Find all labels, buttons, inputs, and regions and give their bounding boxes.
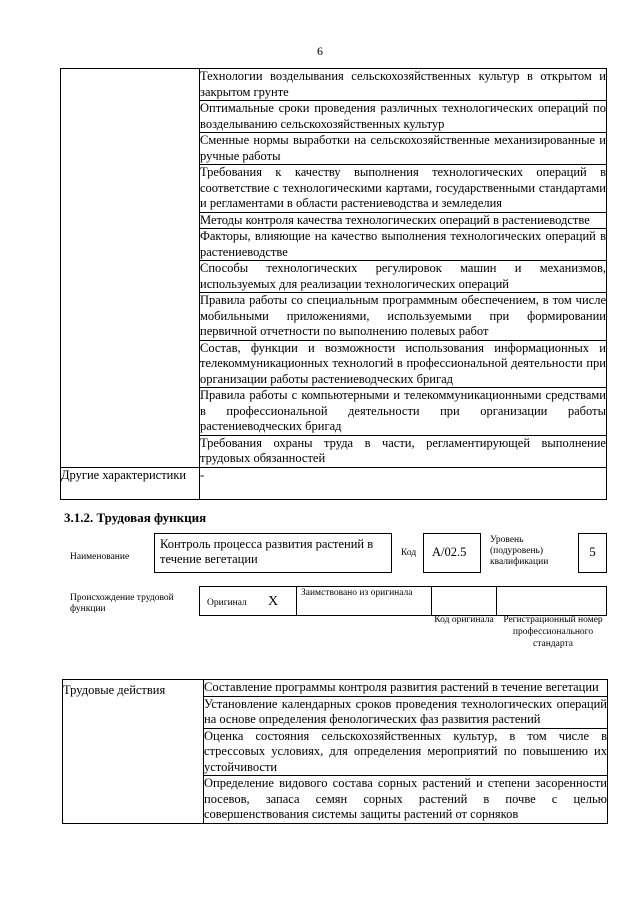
function-name-value: Контроль процесса развития растений в течение вегетации	[154, 533, 392, 573]
knowledge-table	[60, 68, 607, 500]
original-mark: X	[268, 594, 279, 609]
page-number: 6	[317, 44, 323, 58]
original-cell	[199, 586, 297, 616]
reg-caption: Регистрационный номер профессионального стандарта	[503, 615, 603, 649]
original-label: Оригинал	[207, 598, 247, 608]
other-characteristics-label: Другие характеристики	[61, 467, 200, 499]
borrowed-cell	[296, 586, 432, 616]
actions-table	[62, 679, 608, 824]
action-row: Оценка состояния сельскохозяйственных культур, в том числе в стрессовых условиях, для определения мероприятий по повышению их устойчивости	[204, 728, 607, 774]
knowledge-row: Требования охраны труда в части, регламентирующей выполнение трудовых обязанностей	[200, 435, 606, 465]
level-value: 5	[578, 533, 607, 573]
borrowed-label: Заимствовано из оригинала	[301, 588, 413, 598]
knowledge-row: Правила работы с компьютерными и телекоммуникационными средствами в профессиональной деятельности при организации работы растениеводческих бригад	[200, 388, 606, 433]
function-code-value: А/02.5	[423, 533, 481, 573]
knowledge-row: Способы технологических регулировок машин и механизмов, используемых для реализации технологических операций	[200, 261, 606, 291]
action-row: Составление программы контроля развития растений в течение вегетации	[204, 680, 608, 697]
origin-code-cell	[431, 586, 497, 616]
knowledge-row: Оптимальные сроки проведения различных технологических операций по возделыванию сельскохозяйственных культур	[200, 101, 606, 131]
knowledge-row: Технологии возделывания сельскохозяйственных культур в открытом и закрытом грунте	[200, 69, 606, 99]
knowledge-label-cell	[61, 69, 200, 468]
section-title: 3.1.2. Трудовая функция	[64, 510, 207, 525]
actions-label: Трудовые действия	[63, 680, 204, 824]
knowledge-row: Сменные нормы выработки на сельскохозяйственные механизированные и ручные работы	[200, 133, 606, 163]
action-row: Определение видового состава сорных растений и степени засоренности посевов, запаса семян сорных растений в почве с целью совершенствования системы защиты растений от сорняков	[204, 776, 607, 821]
knowledge-row: Требования к качеству выполнения технологических операций в соответствие с технологическими картами, государственными стандартами и регламентами в области растениеводства и земледелия	[200, 165, 606, 210]
knowledge-row: Правила работы со специальным программным обеспечением, в том числе мобильными приложениями, используемыми при формировании первичной отчетности по выполнению полевых работ	[200, 293, 606, 338]
origin-label: Происхождение трудовой функции	[70, 593, 174, 614]
reg-number-cell	[496, 586, 607, 616]
code-caption: Код оригинала	[434, 615, 494, 625]
level-label: Уровень (подуровень) квалификации	[490, 535, 549, 567]
knowledge-row: Состав, функции и возможности использования информационных и телекоммуникационных технологий в профессиональной деятельности при организации работы растениеводческих бригад	[200, 340, 606, 386]
code-label: Код	[401, 548, 417, 558]
knowledge-row: Факторы, влияющие на качество выполнения технологических операций в растениеводстве	[200, 229, 606, 259]
knowledge-row: Методы контроля качества технологических операций в растениеводстве	[200, 212, 607, 229]
other-characteristics-value: -	[200, 467, 607, 499]
action-row: Установление календарных сроков проведения технологических операций на основе определения фенологических фаз развития растений	[204, 696, 607, 726]
name-label: Наименование	[70, 552, 130, 562]
